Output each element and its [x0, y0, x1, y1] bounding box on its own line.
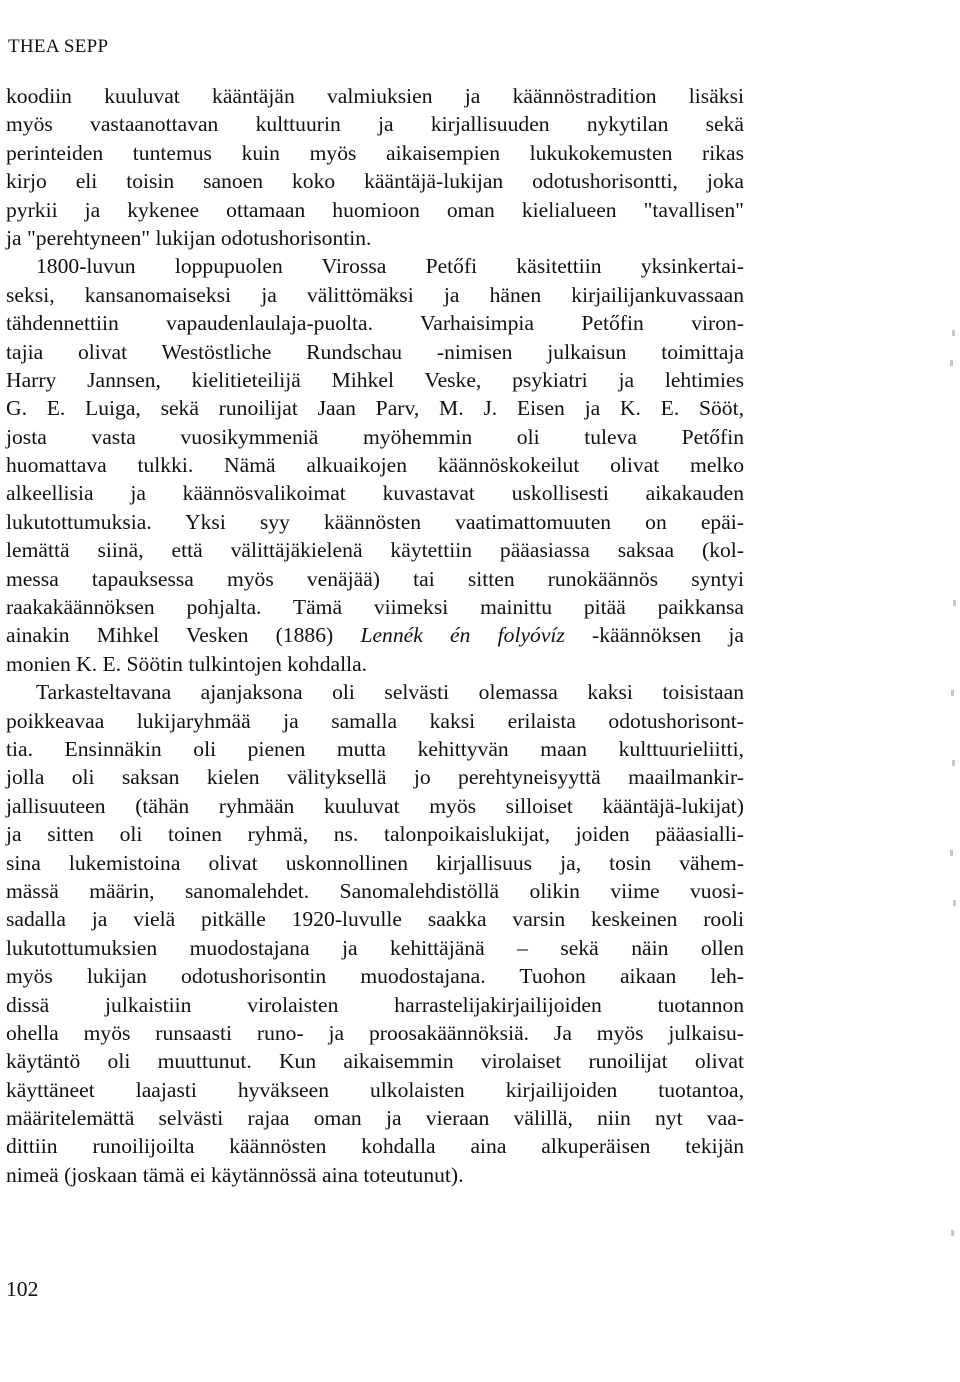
text-line: tähdennettiin vapaudenlaulaja-puolta. Varhaisimpia Petőfin viron- — [6, 311, 744, 336]
text-line: koodiin kuuluvat kääntäjän valmiuksien ja käännöstradition lisäksi — [6, 84, 744, 108]
scan-speck — [953, 600, 956, 606]
text-line: tia. Ensinnäkin oli pienen mutta kehittyvän maan kulttuurieliitti, — [6, 736, 744, 761]
text-line: ohella myös runsaasti runo- ja proosakäännöksiä. Ja myös julkaisu- — [6, 1020, 744, 1045]
text-line: perinteiden tuntemus kuin myös aikaisempien lukukokemusten rikas — [6, 140, 744, 165]
text-line: raakakäännöksen pohjalta. Tämä viimeksi mainittu pitää paikkansa — [6, 595, 744, 620]
text-line: josta vasta vuosikymmeniä myöhemmin oli tuleva Petőfin — [6, 424, 744, 449]
text-line: messa tapauksessa myös venäjää) tai sitten runokäännös syntyi — [6, 566, 744, 591]
text-line: määritelemättä selvästi rajaa oman ja vieraan välillä, niin nyt vaa- — [6, 1106, 744, 1131]
text-line: jallisuuteen (tähän ryhmään kuuluvat myös silloiset kääntäjä-lukijat) — [6, 793, 744, 818]
text-line: ainakin Mihkel Vesken (1886) Lennék én folyóvíz -käännöksen ja — [6, 623, 744, 648]
text-line: myös lukijan odotushorisontin muodostajana. Tuohon aikaan leh- — [6, 964, 744, 989]
text-line: käytäntö oli muuttunut. Kun aikaisemmin virolaiset runoilijat olivat — [6, 1049, 744, 1074]
scan-speck — [952, 330, 955, 336]
scan-speck — [950, 850, 953, 856]
text-line: mässä määrin, sanomalehdet. Sanomalehdistöllä olikin viime vuosi- — [6, 878, 744, 903]
text-line: seksi, kansanomaiseksi ja välittömäksi ja hänen kirjailijankuvassaan — [6, 282, 744, 307]
text-line: sina lukemistoina olivat uskonnollinen kirjallisuus ja, tosin vähem- — [6, 850, 744, 875]
text-line: ja "perehtyneen" lukijan odotushorisontin. — [6, 225, 372, 250]
scan-speck — [953, 900, 956, 906]
text-line: Tarkasteltavana ajanjaksona oli selvästi olemassa kaksi toisistaan — [36, 680, 744, 705]
page-number: 102 — [6, 1277, 39, 1301]
text-line: lukutottumuksien muodostajana ja kehittäjänä – sekä näin ollen — [6, 935, 744, 960]
scan-speck — [951, 690, 954, 696]
title-italic: Lennék én folyóvíz — [360, 623, 565, 648]
scan-speck — [952, 760, 955, 766]
text-line: lukutottumuksia. Yksi syy käännösten vaatimattomuuten on epäi- — [6, 509, 744, 534]
text-line: lemättä siinä, että välittäjäkielenä käytettiin pääasiassa saksaa (kol- — [6, 538, 744, 563]
text-line: kirjo eli toisin sanoen koko kääntäjä-lukijan odotushorisontti, joka — [6, 169, 744, 194]
text-line: käyttäneet laajasti hyväkseen ulkolaisten kirjailijoiden tuotantoa, — [6, 1077, 744, 1102]
scan-speck — [950, 360, 953, 366]
text-line: tajia olivat Westöstliche Rundschau -nimisen julkaisun toimittaja — [6, 339, 744, 364]
running-head: THEA SEPP — [8, 36, 109, 57]
text-line: monien K. E. Söötin tulkintojen kohdalla. — [6, 651, 368, 676]
text-line: 1800-luvun loppupuolen Virossa Petőfi käsitettiin yksinkertai- — [36, 254, 744, 279]
text-line: Harry Jannsen, kielitieteilijä Mihkel Veske, psykiatri ja lehtimies — [6, 367, 744, 392]
text-line: alkeellisia ja käännösvalikoimat kuvastavat uskollisesti aikakauden — [6, 481, 744, 506]
text-line: huomattava tulkki. Nämä alkuaikojen käännöskokeilut olivat melko — [6, 453, 744, 478]
text-line: myös vastaanottavan kulttuurin ja kirjallisuuden nykytilan sekä — [6, 112, 744, 137]
text-line: jolla oli saksan kielen välityksellä jo perehtyneisyyttä maailmankir- — [6, 765, 744, 790]
text-line: dissä julkaistiin virolaisten harrastelijakirjailijoiden tuotannon — [6, 992, 744, 1017]
text-line: pyrkii ja kykenee ottamaan huomioon oman kielialueen "tavallisen" — [6, 197, 744, 222]
body-text — [6, 82, 744, 1189]
text-line: poikkeavaa lukijaryhmää ja samalla kaksi erilaista odotushorisont- — [6, 708, 744, 733]
text-line: nimeä (joskaan tämä ei käytännössä aina toteutunut). — [6, 1162, 464, 1187]
scan-speck — [951, 1230, 954, 1236]
text-line: ja sitten oli toinen ryhmä, ns. talonpoikaislukijat, joiden pääasialli- — [6, 822, 744, 847]
text-line: dittiin runoilijoilta käännösten kohdalla aina alkuperäisen tekijän — [6, 1134, 744, 1159]
text-line: sadalla ja vielä pitkälle 1920-luvulle saakka varsin keskeinen rooli — [6, 907, 744, 932]
text-line: G. E. Luiga, sekä runoilijat Jaan Parv, M. J. Eisen ja K. E. Sööt, — [6, 396, 744, 421]
